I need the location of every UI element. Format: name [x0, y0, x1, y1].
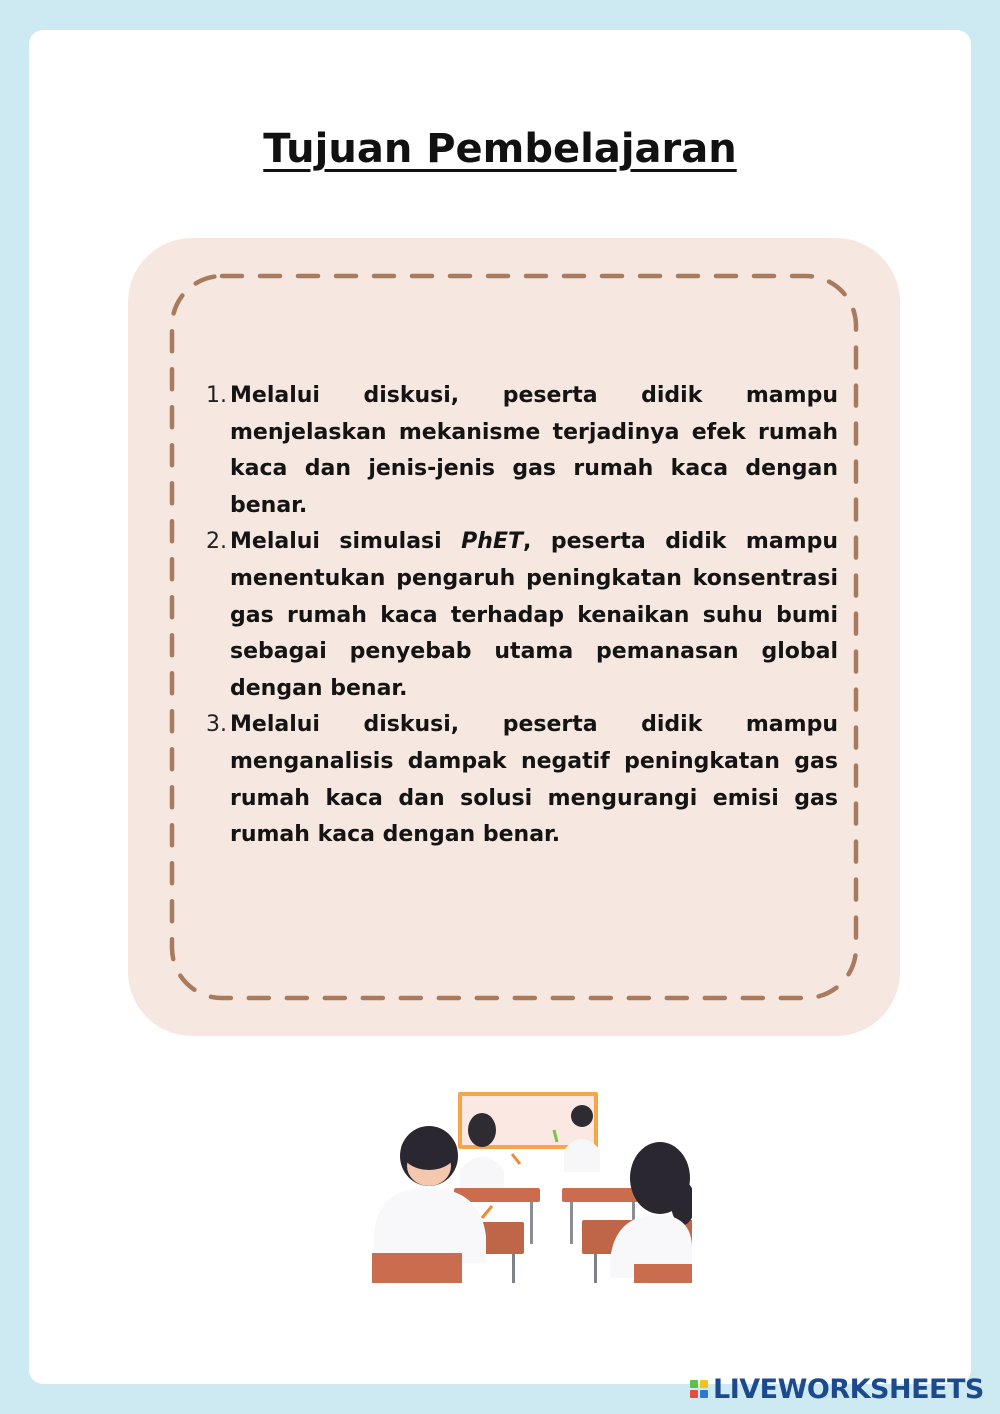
page-title: Tujuan Pembelajaran [263, 126, 737, 172]
list-item [196, 707, 838, 853]
item-text: Melalui simulasi [230, 529, 462, 555]
item-number: 3. [206, 712, 227, 738]
objectives-card [128, 238, 900, 1036]
item-text: Melalui diskusi, peserta didik mampu menganalisis dampak negatif peningkatan gas rumah kaca dan solusi mengurangi emisi gas rumah kaca dengan benar. [230, 712, 838, 848]
item-text-tail: , peserta didik mampu menentukan pengaruh peningkatan konsentrasi gas rumah kaca terhadap kenaikan suhu bumi sebagai penyebab utama pemanasan global dengan benar. [230, 529, 838, 701]
item-emphasis: PhET [461, 529, 523, 555]
list-item [196, 378, 838, 524]
logo-mark-icon [690, 1380, 708, 1398]
list-item [196, 524, 838, 707]
watermark-text: LIVEWORKSHEETS [713, 1373, 984, 1405]
liveworksheets-logo [690, 1374, 984, 1404]
classroom-illustration [342, 1088, 692, 1283]
item-number: 2. [206, 529, 227, 555]
worksheet-page [29, 30, 971, 1384]
item-number: 1. [206, 383, 227, 408]
item-text: Melalui diskusi, peserta didik mampu menjelaskan mekanisme terjadinya efek rumah kaca dan jenis-jenis gas rumah kaca dengan benar. [230, 383, 838, 518]
learning-objectives-list [196, 378, 838, 854]
